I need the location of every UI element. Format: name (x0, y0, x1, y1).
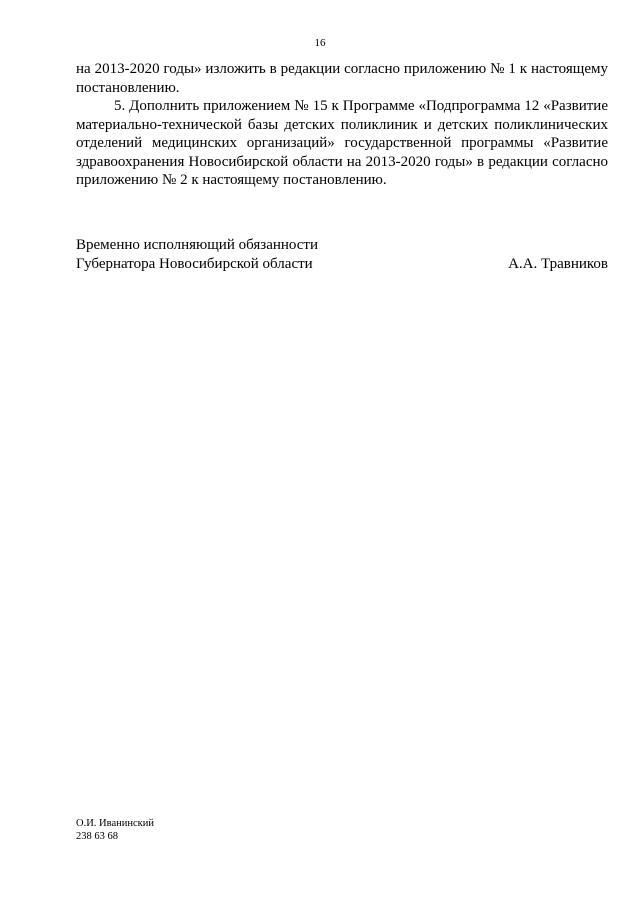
paragraph-item-5: 5. Дополнить приложением № 15 к Программе «Подпрограмма 12 «Развитие материально-технической базы детских поликлиник и детских поликлинических отделений медицинских организаций» государственной программы «Развитие здравоохранения Новосибирской области на 2013-2020 годы» в редакции согласно приложению № 2 к настоящему постановлению. (76, 98, 608, 188)
executor-name: О.И. Иванинский (76, 818, 154, 829)
signatory-name: А.А. Травников (508, 256, 608, 272)
page-number: 16 (314, 37, 326, 49)
signature-row (76, 255, 608, 274)
paragraph-continuation: на 2013-2020 годы» изложить в редакции согласно приложению № 1 к настоящему постановлению. (76, 61, 608, 96)
executor-phone: 238 63 68 (76, 831, 118, 842)
signatory-position-line-2: Губернатора Новосибирской области (76, 256, 313, 272)
executor-block (76, 817, 154, 843)
signature-block (76, 236, 608, 274)
signatory-position-line-1: Временно исполняющий обязанности (76, 237, 319, 253)
document-body (76, 60, 608, 190)
